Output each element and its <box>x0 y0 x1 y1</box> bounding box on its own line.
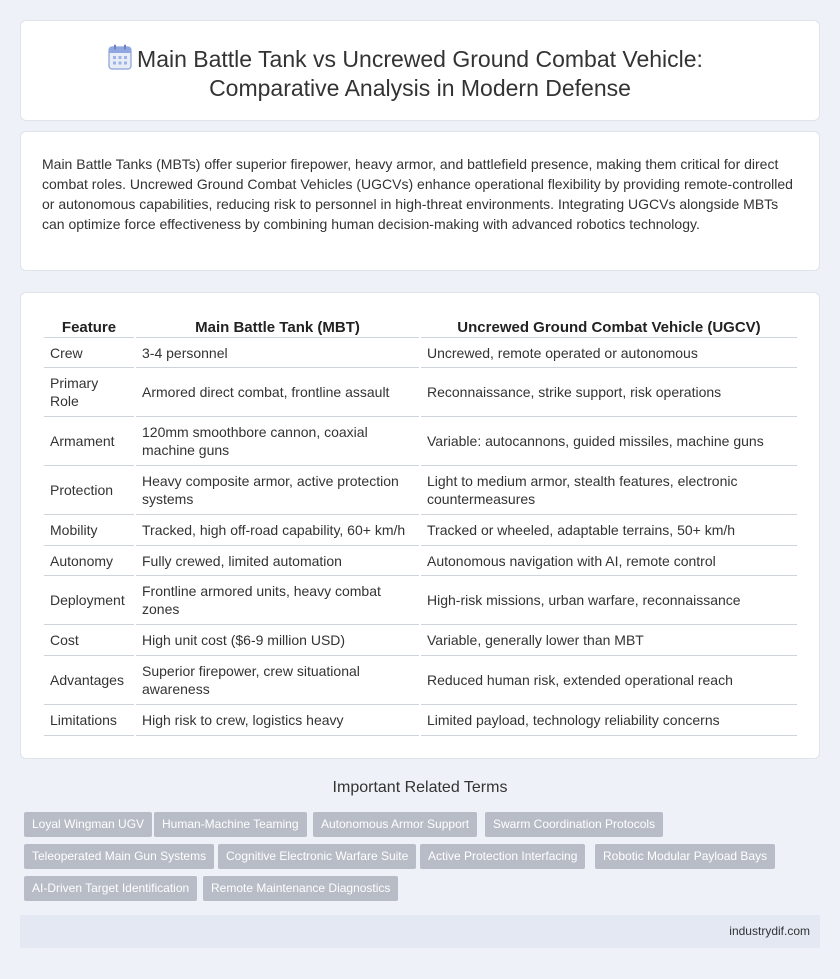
mbt-cell: Frontline armored units, heavy combat zones <box>136 576 419 625</box>
mbt-cell: Armored direct combat, frontline assault <box>136 368 419 417</box>
related-term-tag[interactable]: Teleoperated Main Gun Systems <box>24 844 214 869</box>
feature-cell: Deployment <box>44 576 134 625</box>
related-term-tag[interactable]: Robotic Modular Payload Bays <box>595 844 775 869</box>
table-row <box>44 656 797 705</box>
ugcv-cell: Limited payload, technology reliability concerns <box>421 705 797 736</box>
mbt-cell: High risk to crew, logistics heavy <box>136 705 419 736</box>
table-row <box>44 515 797 546</box>
ugcv-cell: Reduced human risk, extended operational reach <box>421 656 797 705</box>
table-row <box>44 705 797 736</box>
ugcv-cell: Reconnaissance, strike support, risk operations <box>421 368 797 417</box>
feature-cell: Limitations <box>44 705 134 736</box>
table-row <box>44 625 797 656</box>
comparison-table <box>42 314 799 736</box>
related-term-tag[interactable]: Autonomous Armor Support <box>313 812 477 837</box>
ugcv-cell: Autonomous navigation with AI, remote control <box>421 546 797 576</box>
feature-cell: Advantages <box>44 656 134 705</box>
header-feature: Feature <box>44 314 134 338</box>
related-term-tag[interactable]: Cognitive Electronic Warfare Suite <box>218 844 416 869</box>
feature-cell: Protection <box>44 466 134 515</box>
intro-card <box>20 131 820 271</box>
page-title <box>21 45 819 103</box>
table-row <box>44 368 797 417</box>
mbt-cell: 120mm smoothbore cannon, coaxial machine guns <box>136 417 419 466</box>
feature-cell: Crew <box>44 338 134 368</box>
related-term-tag[interactable]: Swarm Coordination Protocols <box>485 812 663 837</box>
title-card <box>20 20 820 121</box>
related-terms-title: Important Related Terms <box>332 779 508 796</box>
header-mbt: Main Battle Tank (MBT) <box>136 314 419 338</box>
related-term-tag[interactable]: Human-Machine Teaming <box>154 812 307 837</box>
mbt-cell: High unit cost ($6-9 million USD) <box>136 625 419 656</box>
ugcv-cell: High-risk missions, urban warfare, reconnaissance <box>421 576 797 625</box>
mbt-cell: 3-4 personnel <box>136 338 419 368</box>
title-line-1: Main Battle Tank vs Uncrewed Ground Combat Vehicle: <box>137 46 703 72</box>
related-term-tag[interactable]: Active Protection Interfacing <box>420 844 585 869</box>
related-term-tag[interactable]: Remote Maintenance Diagnostics <box>203 876 398 901</box>
table-header-row <box>44 314 797 338</box>
related-term-tag[interactable]: AI-Driven Target Identification <box>24 876 197 901</box>
mbt-cell: Heavy composite armor, active protection systems <box>136 466 419 515</box>
ugcv-cell: Light to medium armor, stealth features, electronic countermeasures <box>421 466 797 515</box>
table-row <box>44 466 797 515</box>
table-row <box>44 546 797 576</box>
table-row <box>44 417 797 466</box>
table-row <box>44 576 797 625</box>
ugcv-cell: Variable, generally lower than MBT <box>421 625 797 656</box>
table-row <box>44 338 797 368</box>
feature-cell: Mobility <box>44 515 134 546</box>
ugcv-cell: Uncrewed, remote operated or autonomous <box>421 338 797 368</box>
mbt-cell: Fully crewed, limited automation <box>136 546 419 576</box>
related-term-tag[interactable]: Loyal Wingman UGV <box>24 812 152 837</box>
feature-cell: Primary Role <box>44 368 134 417</box>
intro-paragraph: Main Battle Tanks (MBTs) offer superior firepower, heavy armor, and battlefield presence, making them critical for direct combat roles. Uncrewed Ground Combat Vehicles (UGCVs) enhance operational flexibility by providing remote-controlled or autonomous capabilities, reducing risk to personnel in high-threat environments. Integrating UGCVs alongside MBTs can optimize force effectiveness by combining human decision-making with advanced robotics technology. <box>42 156 793 232</box>
ugcv-cell: Variable: autocannons, guided missiles, machine guns <box>421 417 797 466</box>
title-line-2: Comparative Analysis in Modern Defense <box>209 75 631 101</box>
mbt-cell: Tracked, high off-road capability, 60+ km/h <box>136 515 419 546</box>
footer <box>20 915 820 948</box>
feature-cell: Armament <box>44 417 134 466</box>
comparison-card <box>20 292 820 759</box>
feature-cell: Cost <box>44 625 134 656</box>
ugcv-cell: Tracked or wheeled, adaptable terrains, 50+ km/h <box>421 515 797 546</box>
feature-cell: Autonomy <box>44 546 134 576</box>
footer-site-link[interactable]: industrydif.com <box>729 924 810 938</box>
mbt-cell: Superior firepower, crew situational awareness <box>136 656 419 705</box>
header-ugcv: Uncrewed Ground Combat Vehicle (UGCV) <box>421 314 797 338</box>
